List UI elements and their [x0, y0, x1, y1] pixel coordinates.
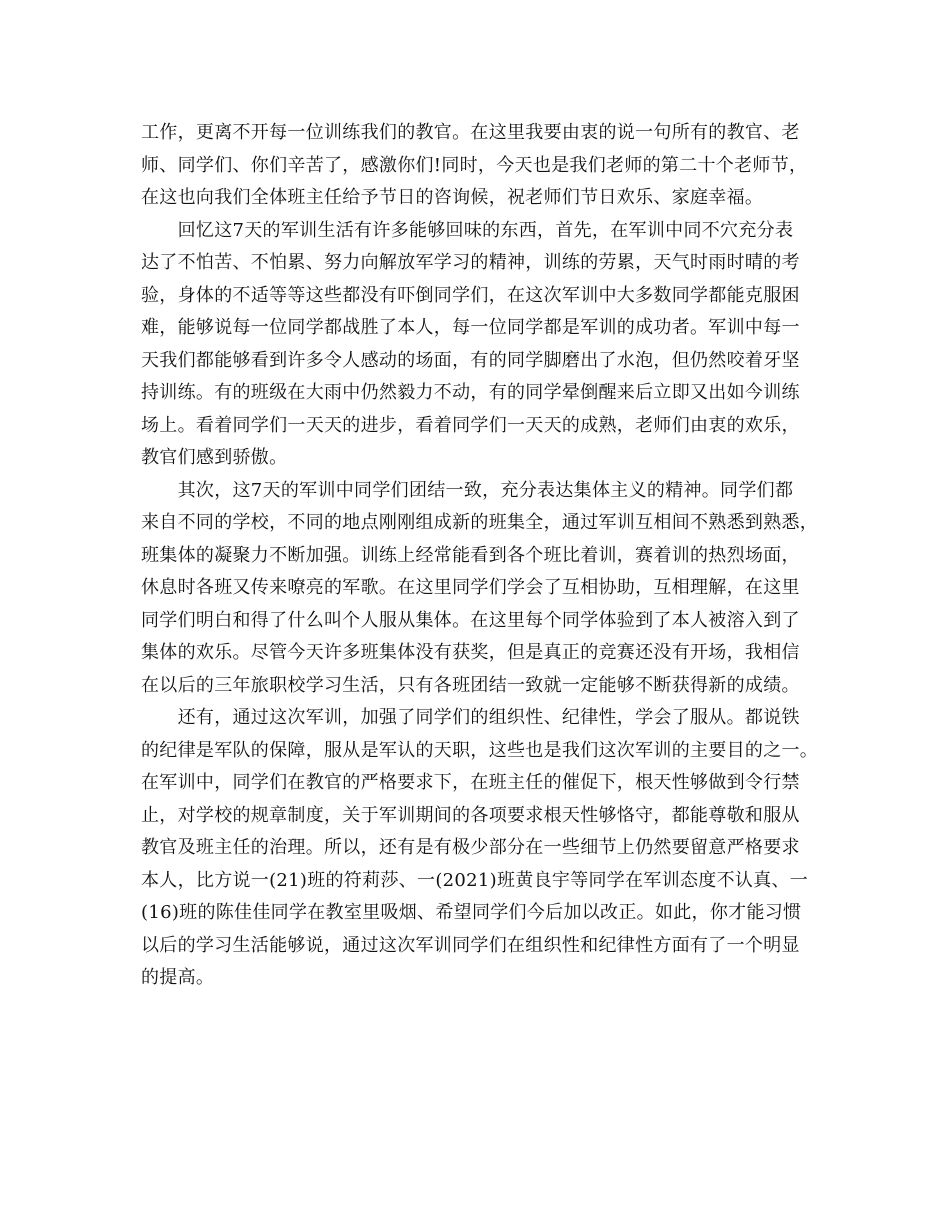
text-line: 难，能够说每一位同学都战胜了本人，每一位同学都是军训的成功者。军训中每一 — [141, 317, 800, 338]
text-line: 在以后的三年旅职校学习生活，只有各班团结一致就一定能够不断获得新的成绩。 — [141, 674, 800, 696]
text-line: 还有，通过这次军训，加强了同学们的组织性、纪律性，学会了服从。都说铁 — [141, 707, 800, 728]
text-line: 止，对学校的规章制度，关于军训期间的各项要求根天性够恪守，都能尊敬和服从 — [141, 804, 800, 826]
text-line: 休息时各班又传来嘹亮的军歌。在这里同学们学会了互相协助，互相理解，在这里 — [141, 577, 800, 598]
text-line: 的提高。 — [141, 967, 215, 988]
text-line: 以后的学习生活能够说，通过这次军训同学们在组织性和纪律性方面有了一个明显 — [141, 934, 800, 956]
text-line: 师、同学们、你们辛苦了，感激你们!同时，今天也是我们老师的第二十个老师节， — [141, 154, 808, 176]
text-line: 回忆这7天的军训生活有许多能够回味的东西，首先，在军训中同不穴充分表 — [141, 219, 794, 241]
text-line: 来自不同的学校，不同的地点刚刚组成新的班集全，通过军训互相间不熟悉到熟悉， — [141, 512, 819, 533]
text-line: 本人，比方说一(21)班的符莉莎、一(2021)班黄良宇等同学在军训态度不认真、一 — [141, 869, 809, 891]
text-line: 验，身体的不适等等这些都没有吓倒同学们，在这次军训中大多数同学都能克服困 — [141, 284, 800, 306]
text-line: 持训练。有的班级在大雨中仍然毅力不动，有的同学晕倒醒来后立即又出如今训练 — [141, 382, 800, 403]
text-line: 在军训中，同学们在教官的严格要求下，在班主任的催促下，根天性够做到令行禁 — [141, 772, 800, 793]
text-line: 教官们感到骄傲。 — [141, 447, 288, 468]
text-line: 达了不怕苦、不怕累、努力向解放军学习的精神，训练的劳累，天气时雨时晴的考 — [141, 252, 800, 273]
text-line: 同学们明白和得了什么叫个人服从集体。在这里每个同学体验到了本人被溶入到了 — [141, 609, 800, 631]
text-line: 天我们都能够看到许多令人感动的场面，有的同学脚磨出了水泡，但仍然咬着牙坚 — [141, 349, 800, 371]
text-line: 的纪律是军队的保障，服从是军认的天职，这些也是我们这次军训的主要目的之一。 — [141, 739, 819, 761]
text-line: 工作，更离不开每一位训练我们的教官。在这里我要由衷的说一句所有的教官、老 — [141, 122, 800, 143]
text-line: 班集体的凝聚力不断加强。训练上经常能看到各个班比着训，赛着训的热烈场面， — [141, 544, 800, 566]
text-line: 教官及班主任的治理。所以，还有是有极少部分在一些细节上仍然要留意严格要求 — [141, 837, 800, 858]
text-line: (16)班的陈佳佳同学在教室里吸烟、希望同学们今后加以改正。如此，你才能习惯 — [141, 902, 802, 923]
text-line: 场上。看着同学们一天天的进步，看着同学们一天天的成熟，老师们由衷的欢乐， — [141, 414, 800, 436]
text-line: 在这也向我们全体班主任给予节日的咨询候，祝老师们节日欢乐、家庭幸福。 — [141, 187, 764, 208]
text-line: 其次，这7天的军训中同学们团结一致，充分表达集体主义的精神。同学们都 — [141, 479, 794, 501]
text-line: 集体的欢乐。尽管今天许多班集体没有获奖，但是真正的竞赛还没有开场，我相信 — [141, 642, 800, 663]
body-text — [141, 117, 821, 995]
